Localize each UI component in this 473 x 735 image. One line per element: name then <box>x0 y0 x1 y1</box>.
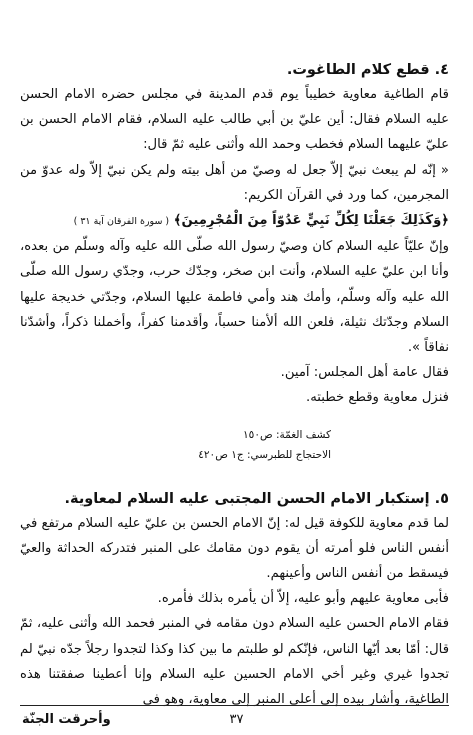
quran-verse-line <box>20 208 449 234</box>
book-title: وأحرقت الجنّة <box>22 712 111 727</box>
page-number: ٣٧ <box>229 712 244 727</box>
quran-verse: ﴿وَكَذَلِكَ جَعَلْنَا لِكُلِّ نَبِيٍّ عَدُوّاً مِنَ الْمُجْرِمِينَ﴾ <box>173 213 449 229</box>
citation-2: الاحتجاج للطبرسي: ج١ ص٤٢٠ <box>198 448 331 461</box>
section-5-paragraph-3: فقام الامام الحسن عليه السلام دون مقامه في المنبر فحمد الله وأثنى عليه، ثمّ قال: أمّا بعد أيّها الناس، فإنّكم لو طلبتم ما بين كذا وكذا لتجدوا رجلاً جدّه نبيّ لم تجدوا غيري وغير أخي الامام الحسين عليه السلام وإنا أعطينا صفقتنا هذه الطاغية، وأشار بيده إلى أعلى المنبر إلى معاوية، وهو في <box>20 616 449 708</box>
quran-reference: ( سورة الفرقان آية ٣١ ) <box>73 216 170 228</box>
section-4-heading: ٤. قطع كلام الطاغوت. <box>286 62 449 78</box>
section-5-heading: ٥. إستكبار الامام الحسن المجتبى عليه السلام لمعاوية. <box>64 490 449 507</box>
section-4-paragraph-1: قام الطاغية معاوية خطيباً يوم قدم المدينة في مجلس حضره الامام الحسن عليه السلام فقال: أين عليّ بن أبي طالب عليه السلام، فقام الامام الحسن بن عليّ عليهما السلام فخطب وحمد الله وأثنى عليه ثمّ قال: <box>20 87 449 153</box>
section-4-paragraph-2: « إنّه لم يبعث نبيّ إلاّ جعل له وصيّ من أهل بيته ولم يكن نبيّ إلاّ وله عدوّ من المجرمين، كما ورد في القرآن الكريم: <box>20 162 449 203</box>
footer-divider <box>20 705 449 706</box>
section-5-paragraph-2: فأبى معاوية عليهم وأبو عليه، إلاّ أن يأمره بذلك فأمره. <box>157 591 449 607</box>
section-4-paragraph-4: فقال عامة أهل المجلس: آمين. <box>280 365 449 381</box>
section-4-paragraph-3: وإنّ عليّاً عليه السلام كان وصيّ رسول الله صلّى الله عليه وآله وسلّم من بعده، وأنا ابن عليّ عليه السلام، وأنت ابن صخر، وجدّك حرب، وجدّي رسول الله صلّى الله عليه وآله وسلّم، وأمك هند وأمي فاطمة عليها السلام، وجدّتي خديجة عليها السلام وجدّتك نثيلة، فلعن الله ألأمنا حسباً، وأقدمنا كفراً، وأخملنا ذكراً، وأشدّنا نفاقاً ». <box>20 239 449 356</box>
section-5-paragraph-1: لما قدم معاوية للكوفة قيل له: إنّ الامام الحسن بن عليّ عليه السلام مرتفع في أنفس الناس فلو أمرته أن يقوم دون مقامك على المنبر فتدركه الحداثة والعيّ فيسقط من أنفس الناس وأعينهم. <box>20 515 449 582</box>
page-content <box>20 58 449 712</box>
citation-1: كشف الغمّة: ص١٥٠ <box>243 428 331 441</box>
section-4-paragraph-5: فنزل معاوية وقطع خطبته. <box>306 390 449 406</box>
